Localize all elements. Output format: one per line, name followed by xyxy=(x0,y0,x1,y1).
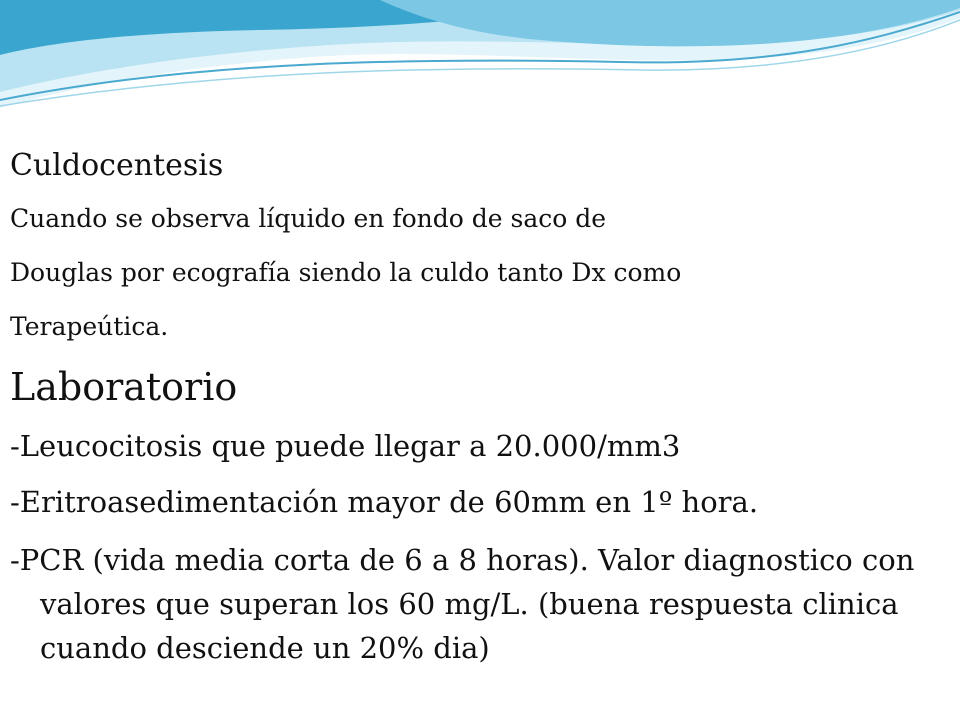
slide-content xyxy=(10,140,940,670)
paragraph-line-3: Terapeútica. xyxy=(10,312,169,341)
heading-culdocentesis: Culdocentesis xyxy=(10,148,224,183)
decorative-wave-banner xyxy=(0,0,960,120)
bullet-eritrosedimentacion: -Eritroasedimentación mayor de 60mm en 1º hora. xyxy=(10,485,759,519)
paragraph-line-1: Cuando se observa líquido en fondo de saco de xyxy=(10,204,607,233)
bullet-pcr: -PCR (vida media corta de 6 a 8 horas). Valor diagnostico con valores que superan los 60 mg/L. (buena respuesta clinica cuando desciende un 20% dia) xyxy=(10,543,915,665)
bullet-leucocitosis: -Leucocitosis que puede llegar a 20.000/mm3 xyxy=(10,429,681,463)
section-title-laboratorio: Laboratorio xyxy=(10,365,238,409)
paragraph-line-2: Douglas por ecografía siendo la culdo tanto Dx como xyxy=(10,258,682,287)
